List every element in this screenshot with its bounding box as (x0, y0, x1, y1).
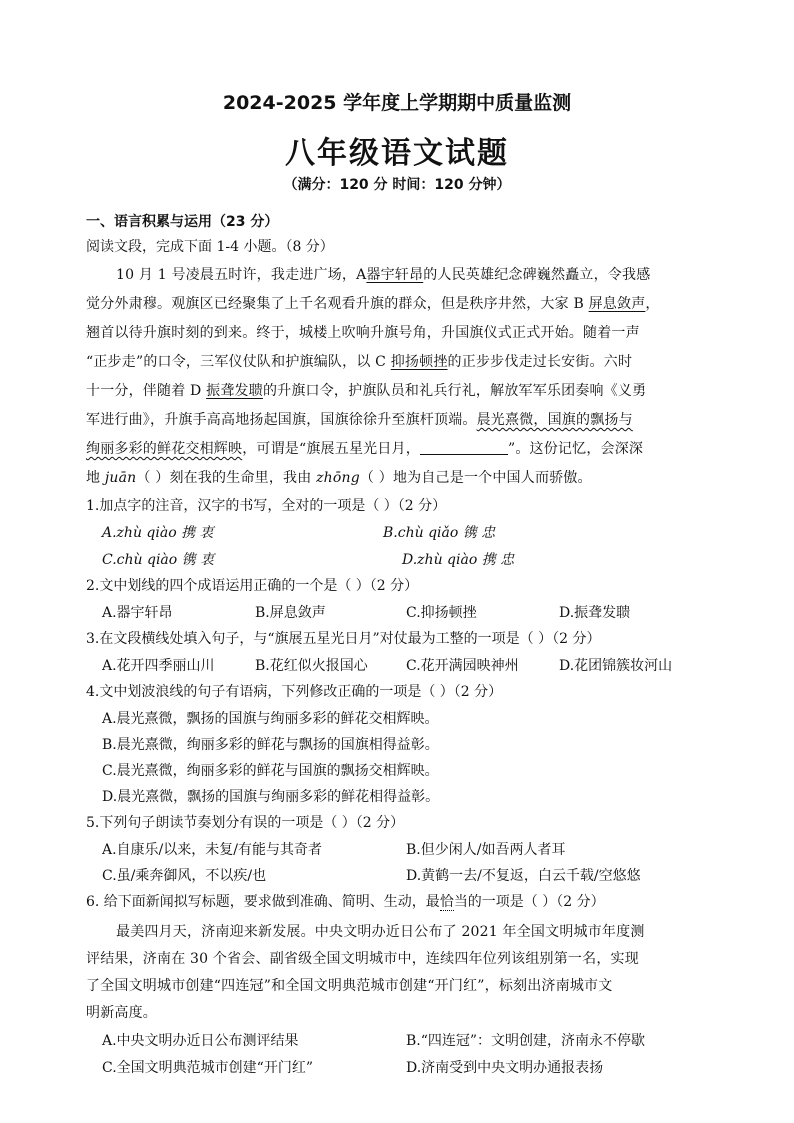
q4-option-d: D.晨光熹微，飘扬的国旗与绚丽多彩的鲜花相得益彰。 (102, 789, 440, 805)
section-heading: 一、语言积累与运用（23 分） (86, 214, 279, 230)
passage-line-4: “正步走”的口令，三军仪仗队和护旗编队，以 C 抑扬顿挫的正步步伐走过长安街。六时 (86, 354, 633, 370)
dotted-char: 恰 (439, 894, 454, 910)
passage-line-3: 翘首以待升旗时刻的到来。终于，城楼上吹响升旗号角，升国旗仪式正式开始。随着一声 (86, 325, 640, 341)
exam-meta: （满分：120 分 时间：120 分钟） (283, 177, 511, 193)
fill-blank (420, 440, 508, 455)
q6-option-b: B.“四连冠”：文明创建，济南永不停歇 (406, 1033, 646, 1049)
passage-line-2: 觉分外肃穆。观旗区已经聚集了上千名观看升旗的群众，但是秩序井然，大家 B 屏息敛声， (86, 296, 660, 312)
q6-news-line-3: 了全国文明城市创建“四连冠”和全国文明典范城市创建“开门红”，标刻出济南城市文 (86, 978, 613, 994)
pinyin-juan: juān (104, 470, 137, 486)
pinyin-zhong: zhōng (316, 470, 360, 486)
q4-option-c: C.晨光熹微，绚丽多彩的鲜花与国旗的飘扬交相辉映。 (102, 763, 439, 779)
q6-news-line-4: 明新高度。 (86, 1005, 157, 1021)
q3-option-a: A.花开四季丽山川 (102, 658, 215, 674)
q1-option-b: B.chù qiǎo 镌 忠 (383, 525, 496, 541)
idiom-b: 屏息敛声 (588, 296, 646, 312)
q6-option-a: A.中央文明办近日公布测评结果 (102, 1033, 299, 1049)
passage-line-1: 10 月 1 号凌晨五时许，我走进广场，A器宇轩昂的人民英雄纪念碑巍然矗立，令我感 (116, 267, 651, 283)
q2-option-a: A.器宇轩昂 (102, 605, 173, 621)
q2-option-c: C.抑扬顿挫 (406, 605, 477, 621)
passage-line-5: 十一分，伴随着 D 振聋发聩的升旗口令，护旗队员和礼兵行礼，解放军军乐团奏响《义勇 (86, 383, 647, 399)
passage-line-7: 绚丽多彩的鲜花交相辉映，可谓是“旗展五星光日月， ”。这份记忆，会深深 (86, 441, 644, 457)
q3-stem: 3.在文段横线处填入句子，与“旗展五星光日月”对仗最为工整的一项是（ ）（2 分） (86, 631, 601, 647)
q6-news-line-2: 评结果，济南在 30 个省会、副省级全国文明城市中，连续四年位列该组别第一名，实现 (86, 951, 639, 967)
exam-main-title: 八年级语文试题 (285, 136, 509, 171)
q5-option-b: B.但少闲人/如吾两人者耳 (406, 842, 566, 858)
section-intro: 阅读文段，完成下面 1-4 小题。（8 分） (86, 239, 334, 255)
idiom-c: 抑扬顿挫 (390, 354, 448, 370)
q2-option-b: B.屏息敛声 (255, 605, 326, 621)
q4-option-a: A.晨光熹微，飘扬的国旗与绚丽多彩的鲜花交相辉映。 (102, 711, 439, 727)
q1-option-d: D.zhù qiào 携 忠 (402, 552, 515, 568)
passage-line-6: 军进行曲》，升旗手高高地扬起国旗，国旗徐徐升至旗杆顶端。晨光熹微，国旗的飘扬与 (86, 412, 633, 428)
idiom-a: 器宇轩昂 (366, 267, 424, 283)
passage-line-8: 地 juān（ ）刻在我的生命里，我由 zhōng（ ）地为自己是一个中国人而骄傲。 (86, 470, 592, 486)
q4-stem: 4.文中划波浪线的句子有语病，下列修改正确的一项是（ ）（2 分） (86, 684, 503, 700)
q2-stem: 2.文中划线的四个成语运用正确的一个是（ ）（2 分） (86, 578, 419, 594)
q6-option-d: D.济南受到中央文明办通报表扬 (406, 1060, 604, 1076)
exam-year-title: 2024-2025 学年度上学期期中质量监测 (222, 92, 572, 114)
q1-option-a: A.zhù qiào 携 衷 (102, 525, 214, 541)
q6-stem: 6. 给下面新闻拟写标题，要求做到准确、简明、生动，最恰当的一项是（ ）（2 分） (86, 894, 605, 910)
q3-option-c: C.花开满园映神州 (406, 658, 519, 674)
q1-stem: 1.加点字的注音，汉字的书写，全对的一项是（ ）（2 分） (86, 498, 447, 514)
q6-option-c: C.全国文明典范城市创建“开门红” (102, 1060, 313, 1076)
q2-option-d: D.振聋发聩 (559, 605, 631, 621)
q4-option-b: B.晨光熹微，绚丽多彩的鲜花与飘扬的国旗相得益彰。 (102, 737, 439, 753)
q1-option-c: C.chù qiào 镌 衷 (102, 552, 215, 568)
wavy-sentence-part2: 绚丽多彩的鲜花交相辉映 (86, 441, 243, 457)
idiom-d: 振聋发聩 (206, 383, 263, 399)
q5-stem: 5.下列句子朗读节奏划分有误的一项是（ ）（2 分） (86, 815, 405, 831)
wavy-sentence-part1: 晨光熹微，国旗的飘扬与 (476, 412, 633, 428)
q5-option-d: D.黄鹤一去/不复返，白云千载/空悠悠 (406, 868, 641, 884)
q5-option-c: C.虽/乘奔御风，不以疾/也 (102, 868, 267, 884)
q6-news-line-1: 最美四月天，济南迎来新发展。中央文明办近日公布了 2021 年全国文明城市年度测 (116, 924, 645, 940)
q5-option-a: A.自康乐/以来，未复/有能与其奇者 (102, 842, 322, 858)
q3-option-b: B.花红似火报国心 (255, 658, 368, 674)
q3-option-d: D.花团锦簇妆河山 (559, 658, 673, 674)
